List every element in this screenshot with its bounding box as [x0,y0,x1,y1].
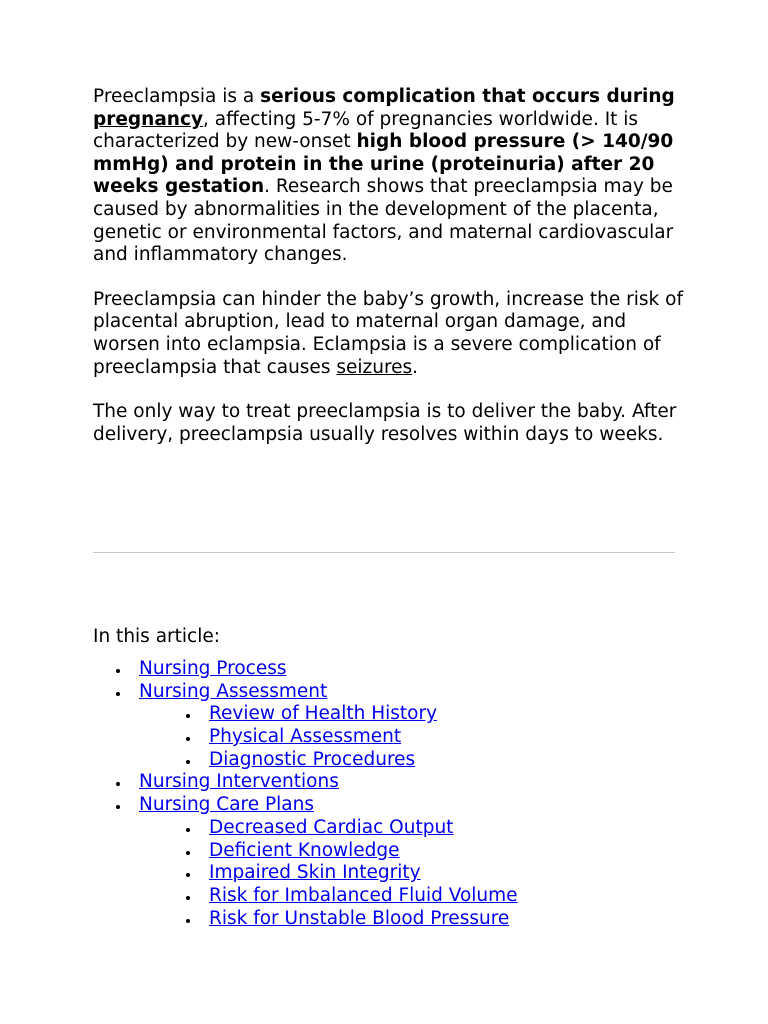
toc-item [0,817,768,840]
intro-bold-text: high blood pressure (> 140/90 mmHg) and protein in the urine (proteinuria) after 20 weeks gestation [93,131,674,198]
bullet-icon [116,669,120,673]
toc-item [0,840,768,863]
bullet-icon [186,737,190,741]
toc-item [0,862,768,885]
intro-paragraph-1 [93,86,683,267]
bullet-icon [186,828,190,832]
intro-paragraph-3: The only way to treat preeclampsia is to deliver the baby. After delivery, preeclampsia usually resolves within days to weeks. [93,401,677,445]
toc-link[interactable]: Risk for Unstable Blood Pressure [209,907,510,929]
bullet-icon [186,873,190,877]
bullet-icon [116,692,120,696]
intro-bold-text: serious complication that occurs during [260,86,675,107]
toc-link[interactable]: Diagnostic Procedures [209,748,416,770]
toc-item [0,658,768,681]
section-divider [93,552,675,553]
table-of-contents [0,658,768,930]
intro-text: . [412,356,419,378]
intro-text: Preeclampsia is a [93,86,261,107]
bullet-icon [116,805,120,809]
toc-item [0,908,768,931]
toc-item [0,749,768,772]
toc-link[interactable]: Risk for Imbalanced Fluid Volume [209,884,518,906]
bullet-icon [186,760,190,764]
toc-item [0,771,768,794]
bullet-icon [186,919,190,923]
bullet-icon [116,782,120,786]
toc-item [0,703,768,726]
toc-link[interactable]: Nursing Interventions [139,771,339,793]
toc-item [0,726,768,749]
seizures-link[interactable]: seizures [336,356,413,378]
toc-item [0,681,768,704]
toc-link[interactable]: Impaired Skin Integrity [209,862,421,884]
intro-text: Preeclampsia can hinder the baby’s growth, increase the risk of placental abruption, lead to maternal organ damage, and worsen into eclampsia. Eclampsia is a severe complication of preeclampsia that causes [93,288,683,378]
intro-text: . Research shows that preeclampsia may be caused by abnormalities in the development of the placenta, genetic or environmental factors, and maternal cardiovascular and inflammatory changes. [93,176,674,266]
pregnancy-link[interactable]: pregnancy [93,108,204,130]
article-intro [93,86,683,446]
toc-link[interactable]: Physical Assessment [209,726,402,748]
toc-link[interactable]: Decreased Cardiac Output [209,816,454,838]
toc-item [0,794,768,817]
bullet-icon [186,896,190,900]
toc-item [0,885,768,908]
toc-link[interactable]: Nursing Process [139,658,287,679]
intro-text: , affecting 5-7% of pregnancies worldwide. It is characterized by new-onset [93,108,639,153]
toc-link[interactable]: Nursing Care Plans [139,794,315,816]
toc-heading: In this article: [93,626,220,647]
toc-link[interactable]: Deficient Knowledge [209,839,400,861]
bullet-icon [186,714,190,718]
toc-link[interactable]: Review of Health History [209,703,438,725]
bullet-icon [186,851,190,855]
intro-paragraph-2 [93,289,683,379]
toc-link[interactable]: Nursing Assessment [139,680,328,702]
